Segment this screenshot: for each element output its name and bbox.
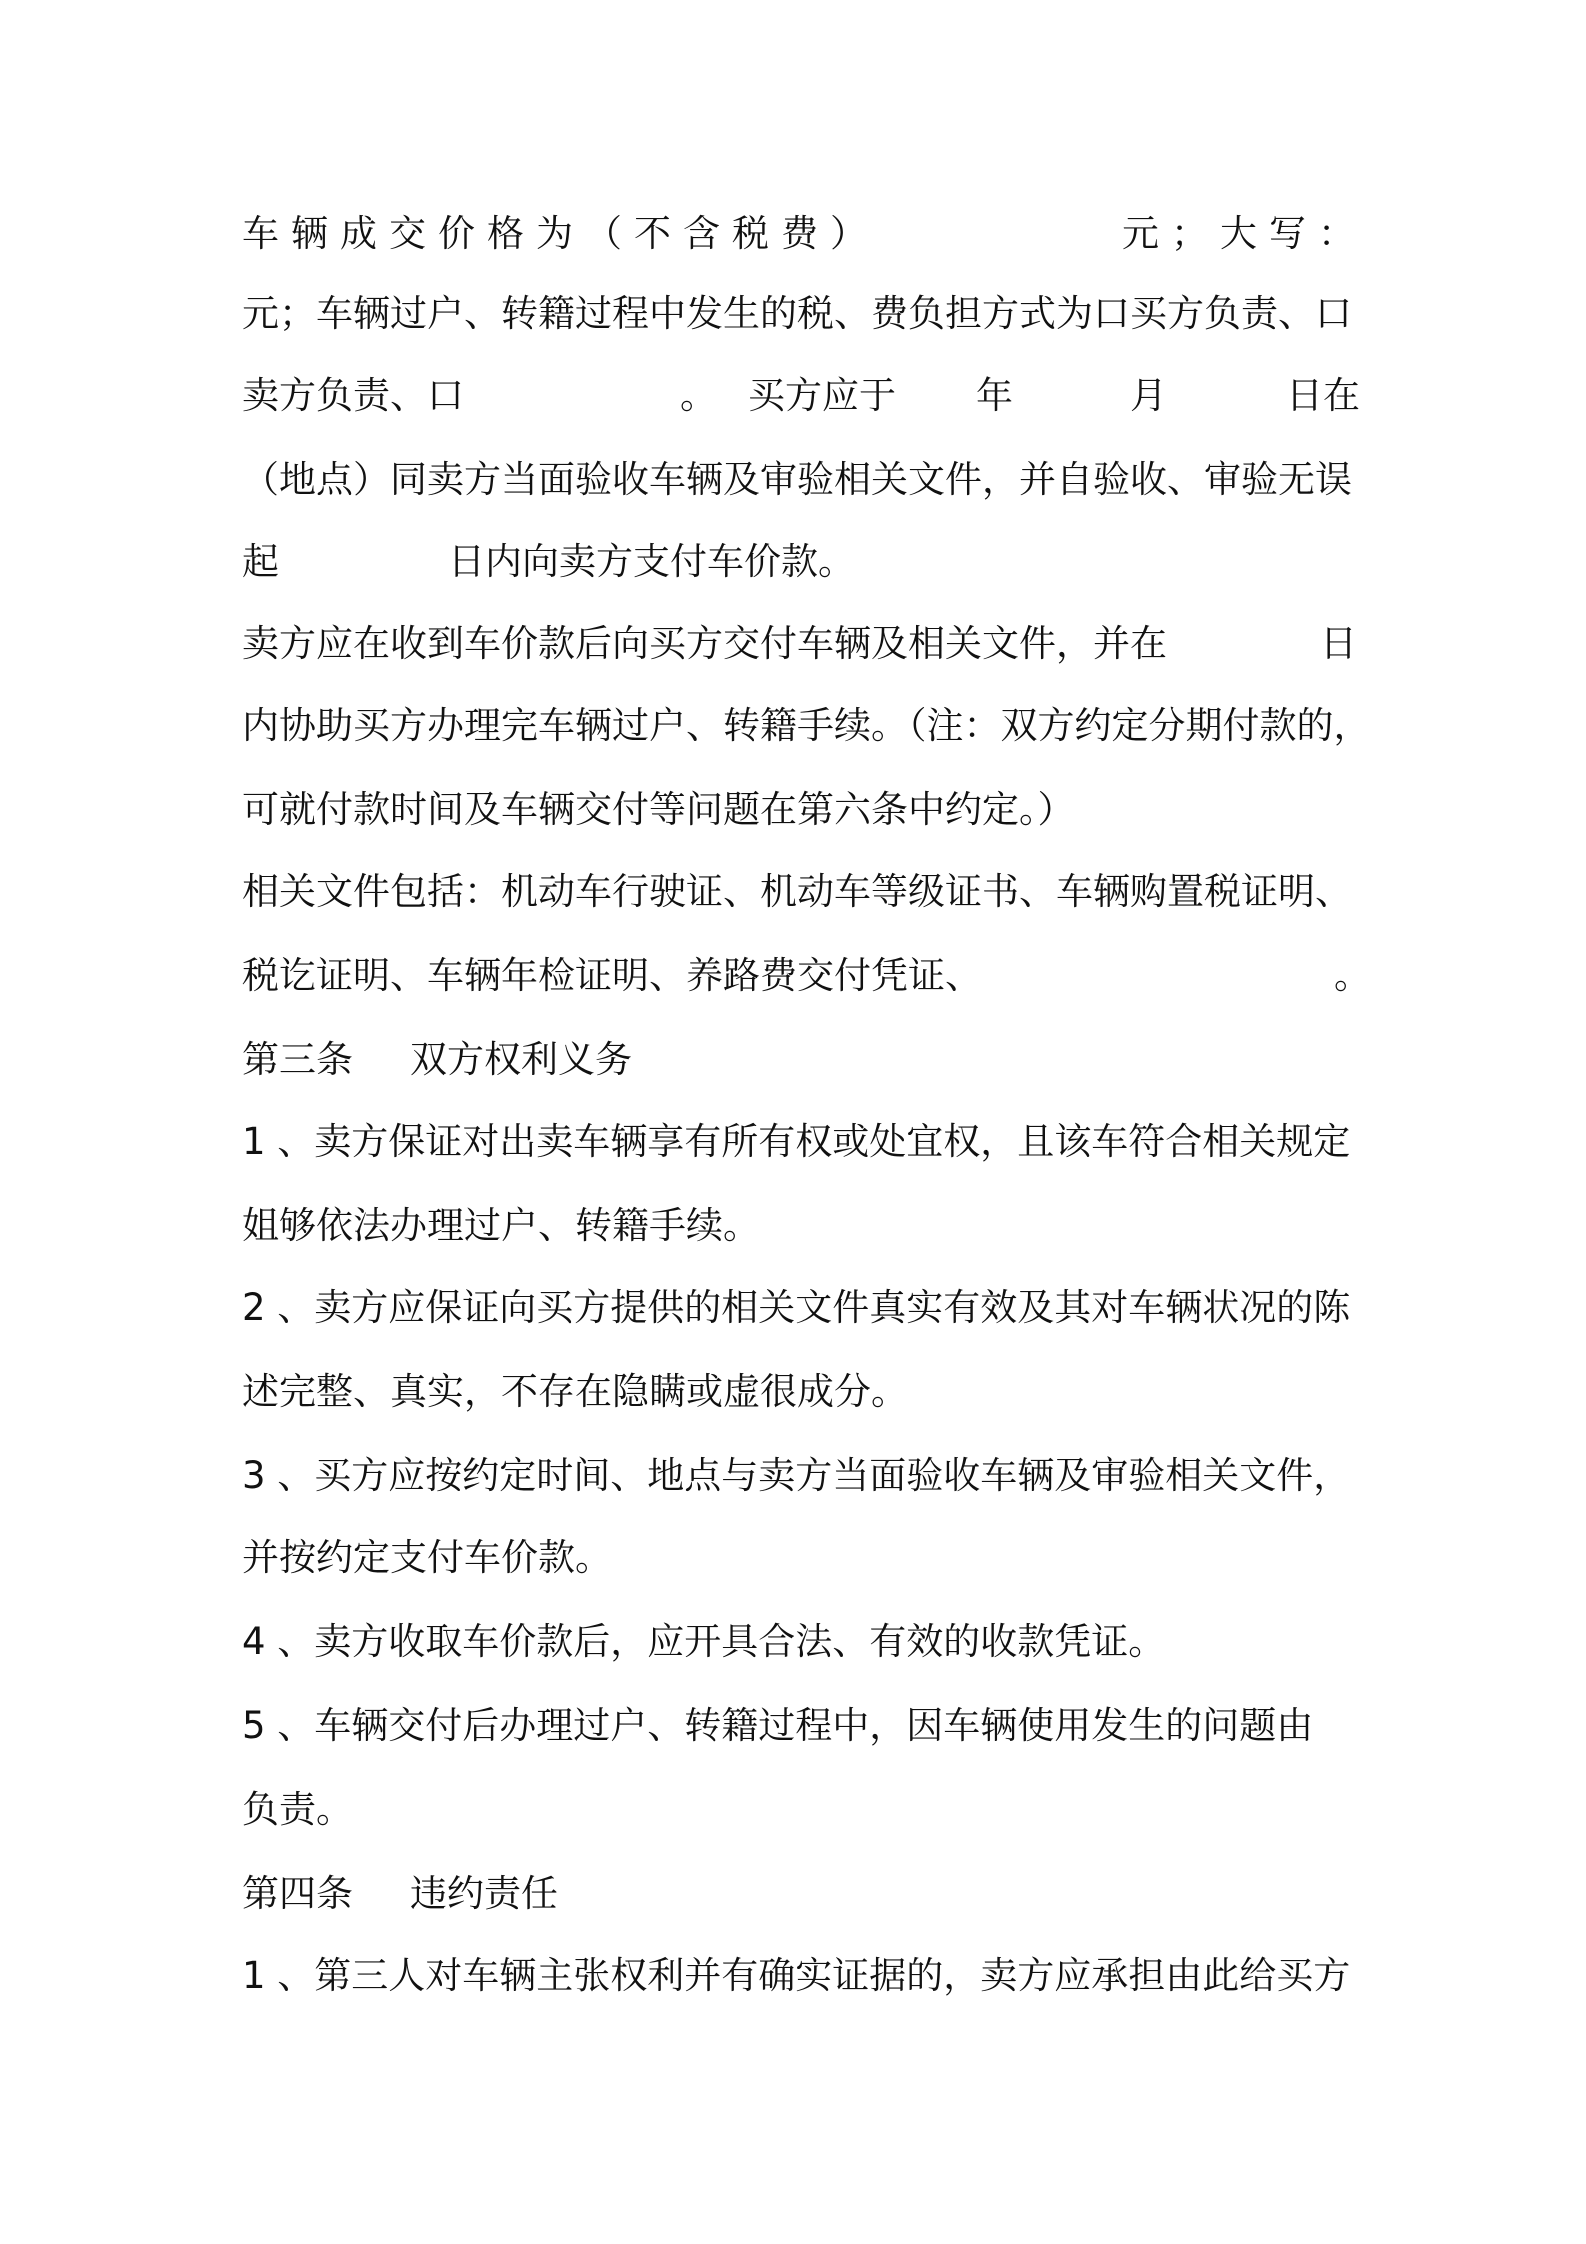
- text-line: [242, 1194, 1362, 1258]
- text-line: [242, 1526, 1362, 1590]
- text-segment: 相关文件包括：机动车行驶证、机动车等级证书、车辆购置税证明、: [242, 870, 1352, 913]
- text-segment: 日: [1320, 622, 1357, 665]
- text-segment: 。: [1334, 954, 1371, 997]
- text-line: [242, 1444, 1362, 1508]
- text-segment: 月: [1130, 374, 1167, 417]
- text-segment: 4 、卖方收取车价款后，应开具合法、有效的收款凭证。: [242, 1620, 1166, 1663]
- text-segment: 日内向卖方支付车价款。: [448, 540, 855, 583]
- section-heading: [242, 1862, 1362, 1926]
- text-segment: 1 、卖方保证对出卖车辆享有所有权或处宜权，且该车符合相关规定: [242, 1120, 1351, 1163]
- text-segment: 元；车辆过户、转籍过程中发生的税、费负担方式为口买方负责、口: [242, 292, 1352, 335]
- text-line: [242, 612, 1362, 676]
- text-segment: 年: [976, 374, 1013, 417]
- text-segment: 卖方应在收到车价款后向买方交付车辆及相关文件，并在: [242, 622, 1167, 665]
- text-line: [242, 1944, 1362, 2008]
- text-segment: 负责。: [242, 1788, 353, 1831]
- text-line: [242, 1360, 1362, 1424]
- text-segment: 第四条: [242, 1872, 353, 1915]
- text-line: [242, 364, 1362, 428]
- text-line: [242, 530, 1362, 594]
- text-line: [242, 448, 1362, 512]
- text-segment: 述完整、真实，不存在隐瞒或虚很成分。: [242, 1370, 908, 1413]
- text-segment: 可就付款时间及车辆交付等问题在第六条中约定。）: [242, 788, 1075, 831]
- text-line: [242, 1694, 1362, 1758]
- text-line: [242, 860, 1362, 924]
- text-line: [242, 944, 1371, 1008]
- text-segment: （地点）同卖方当面验收车辆及审验相关文件，并自验收、审验无误: [242, 458, 1352, 501]
- text-segment: 双方权利义务: [410, 1038, 632, 1081]
- text-segment: 第三条: [242, 1038, 353, 1081]
- text-line: [242, 1778, 1362, 1842]
- text-segment: 。: [680, 374, 717, 417]
- text-line: [242, 202, 1367, 266]
- text-segment: 5 、车辆交付后办理过户、转籍过程中，因车辆使用发生的问题由: [242, 1704, 1314, 1747]
- text-segment: 元；大写：: [1122, 212, 1367, 255]
- section-heading: [242, 1028, 1362, 1092]
- text-segment: 卖方负责、口: [242, 374, 464, 417]
- text-segment: 3 、买方应按约定时间、地点与卖方当面验收车辆及审验相关文件，: [242, 1454, 1351, 1497]
- text-segment: 起: [242, 540, 279, 583]
- text-segment: 1 、第三人对车辆主张权利并有确实证据的，卖方应承担由此给买方: [242, 1954, 1351, 1997]
- text-segment: 违约责任: [410, 1872, 558, 1915]
- text-segment: 内协助买方办理完车辆过户、转籍手续。（注：双方约定分期付款的，: [242, 704, 1371, 747]
- text-segment: 税讫证明、车辆年检证明、养路费交付凭证、: [242, 954, 982, 997]
- text-segment: 日在: [1286, 374, 1360, 417]
- text-segment: 并按约定支付车价款。: [242, 1536, 612, 1579]
- text-line: [242, 694, 1371, 758]
- text-line: [242, 1610, 1362, 1674]
- text-line: [242, 1110, 1362, 1174]
- text-segment: 2 、卖方应保证向买方提供的相关文件真实有效及其对车辆状况的陈: [242, 1286, 1351, 1329]
- text-line: [242, 778, 1362, 842]
- text-segment: 姐够依法办理过户、转籍手续。: [242, 1204, 760, 1247]
- text-segment: 买方应于: [748, 374, 896, 417]
- text-line: [242, 1276, 1362, 1340]
- text-line: [242, 282, 1362, 346]
- text-segment: 车辆成交价格为（不含税费）: [242, 212, 879, 255]
